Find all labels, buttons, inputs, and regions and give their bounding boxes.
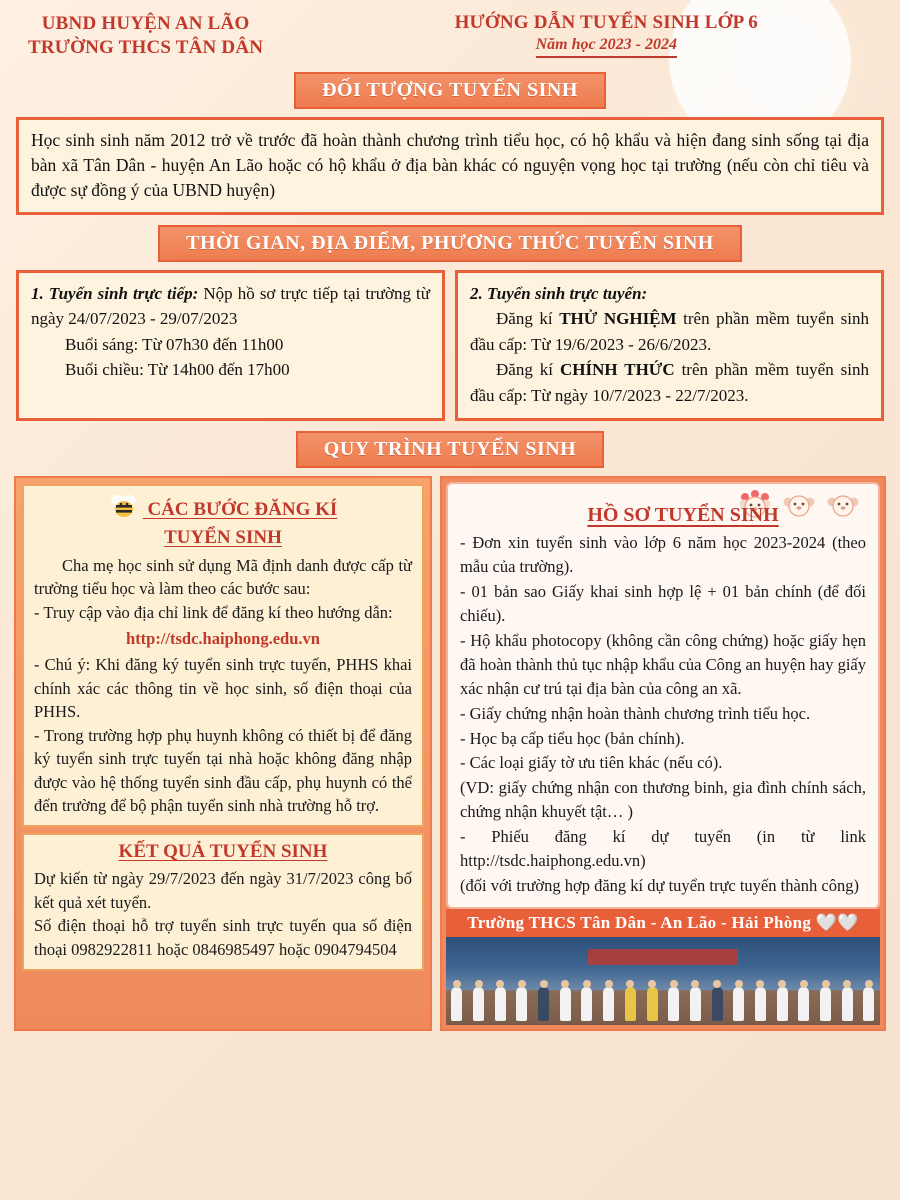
time-place-columns <box>16 270 884 422</box>
required-documents-title: HỒ SƠ TUYỂN SINH <box>587 504 779 527</box>
registration-step-2: - Chú ý: Khi đăng ký tuyển sinh trực tuyến, PHHS khai chính xác các thông tin về học sinh, số điện thoại của PHHS. <box>34 655 412 722</box>
document-item: - Hộ khẩu photocopy (không cần công chứng) hoặc giấy hẹn đã hoàn thành thủ tục nhập khẩu của Công an huyện hay giấy xác nhận cư trú tại địa bàn của công an xã. <box>460 630 866 698</box>
registration-steps-lead: Cha mẹ học sinh sử dụng Mã định danh được cấp từ trường tiểu học và làm theo các bước sau: <box>34 555 412 599</box>
school-year-subtitle: Năm học 2023 - 2024 <box>536 36 677 58</box>
school-group-photo <box>446 937 880 1025</box>
bear-icon-3 <box>826 490 860 520</box>
photo-backdrop-banner <box>588 949 738 965</box>
admission-results-body <box>34 867 412 961</box>
bee-icon <box>109 494 139 527</box>
photo-people-row <box>446 987 880 1021</box>
document-item: (đối với trường hợp đăng kí dự tuyển trực tuyến thành công) <box>460 876 859 896</box>
registration-steps-panel <box>14 476 432 1031</box>
authority-line-2: TRƯỜNG THCS TÂN DÂN <box>28 36 264 58</box>
trial-registration-prefix: Đăng kí <box>496 309 560 329</box>
section-banner-admission-targets: ĐỐI TƯỢNG TUYỂN SINH <box>294 72 606 109</box>
bear-icon-2 <box>782 490 816 520</box>
trial-registration-paragraph <box>470 306 869 357</box>
admission-results-title: KẾT QUẢ TUYỂN SINH <box>118 841 328 863</box>
page-title: HƯỚNG DẪN TUYỂN SINH LỚP 6 <box>454 12 758 33</box>
morning-hours: Buổi sáng: Từ 07h30 đến 11h00 <box>65 334 284 354</box>
section-banner-time-place-method: THỜI GIAN, ĐỊA ĐIỂM, PHƯƠNG THỨC TUYỂN SINH <box>158 225 742 262</box>
authority-line-1: UBND HUYỆN AN LÃO <box>41 13 250 34</box>
direct-admission-title: 1. Tuyển sinh trực tiếp: <box>31 283 199 303</box>
official-registration-prefix: Đăng kí <box>496 360 560 380</box>
section-banner-admission-process: QUY TRÌNH TUYỂN SINH <box>296 431 604 468</box>
document-item: - 01 bản sao Giấy khai sinh hợp lệ + 01 bản chính (để đối chiếu). <box>460 581 866 625</box>
direct-admission-column <box>16 270 445 422</box>
document-item: - Phiếu đăng kí dự tuyển (in từ link http://tsdc.haiphong.edu.vn) <box>460 827 866 871</box>
registration-steps-title <box>34 494 412 550</box>
afternoon-hours: Buổi chiều: Từ 14h00 đến 17h00 <box>65 360 290 380</box>
registration-steps-title-line1: CÁC BƯỚC ĐĂNG KÍ <box>147 498 338 520</box>
required-documents-list <box>460 531 866 898</box>
admission-targets-box <box>16 117 884 215</box>
issuing-authority <box>28 12 263 60</box>
admission-results-text-2: Số điện thoại hỗ trợ tuyển sinh trực tuyến qua số điện thoại 0982922811 hoặc 0846985497 hoặc 0904794504 <box>34 916 412 959</box>
admission-results-text-1: Dự kiến từ ngày 29/7/2023 đến ngày 31/7/2023 công bố kết quả xét tuyển. <box>34 869 412 912</box>
trial-registration-keyword: THỬ NGHIỆM <box>559 309 677 329</box>
online-admission-title: 2. Tuyển sinh trực tuyến: <box>470 283 648 303</box>
required-documents-card <box>446 482 880 909</box>
document-item: - Các loại giấy tờ ưu tiên khác (nếu có). <box>460 753 723 773</box>
online-admission-column <box>455 270 884 422</box>
poster-title-block <box>455 12 758 58</box>
direct-admission-text: Nộp hồ sơ trực tiếp tại trường từ ngày 24/07/2023 - 29/07/2023 <box>31 283 430 329</box>
registration-step-1: - Truy cập vào địa chỉ link để đăng kí theo hướng dẫn: <box>34 602 393 622</box>
registration-steps-body <box>34 554 412 818</box>
direct-admission-paragraph <box>31 281 430 332</box>
poster-header <box>10 8 890 62</box>
registration-portal-link[interactable]: http://tsdc.haiphong.edu.vn <box>126 628 320 648</box>
registration-steps-title-line2: TUYỂN SINH <box>164 526 282 548</box>
admission-results-card <box>22 833 424 971</box>
document-item: - Giấy chứng nhận hoàn thành chương trình tiểu học. <box>460 703 811 723</box>
official-registration-keyword: CHÍNH THỨC <box>559 360 675 380</box>
official-registration-paragraph <box>470 357 869 408</box>
trial-registration-suffix: trên phần mềm tuyển sinh đầu cấp: Từ 19/6/2023 - 26/6/2023. <box>470 309 869 354</box>
official-registration-suffix: trên phần mềm tuyển sinh đầu cấp: Từ ngày 10/7/2023 - 22/7/2023. <box>470 360 869 405</box>
lower-content-area <box>10 476 890 1031</box>
document-item: - Đơn xin tuyển sinh vào lớp 6 năm học 2023-2024 (theo mẫu của trường). <box>460 533 866 577</box>
registration-steps-card <box>22 484 424 827</box>
document-item: (VD: giấy chứng nhận con thương binh, gia đình chính sách, chứng nhận khuyết tật… ) <box>460 778 866 822</box>
registration-step-3: - Trong trường hợp phụ huynh không có thiết bị để đăng ký tuyển sinh trực tuyến tại nhà hoặc không đăng nhập được vào hệ thống tuyển sinh đầu cấp, phụ huynh có thể đến trường để bộ phận tuyển sinh nhà trường hỗ trợ. <box>34 725 412 815</box>
admission-targets-text: Học sinh sinh năm 2012 trở về trước đã hoàn thành chương trình tiểu học, có hộ khẩu và hiện đang sinh sống tại địa bàn xã Tân Dân - huyện An Lão hoặc có hộ khẩu ở địa bàn khác có nguyện vọng học tại trường (nếu còn chỉ tiêu và được sự đồng ý của UBND huyện) <box>31 129 869 201</box>
school-footer-bar: Trường THCS Tân Dân - An Lão - Hải Phòng 🤍🤍 <box>446 909 880 937</box>
required-documents-panel <box>440 476 886 1031</box>
document-item: - Học bạ cấp tiểu học (bản chính). <box>460 728 685 748</box>
